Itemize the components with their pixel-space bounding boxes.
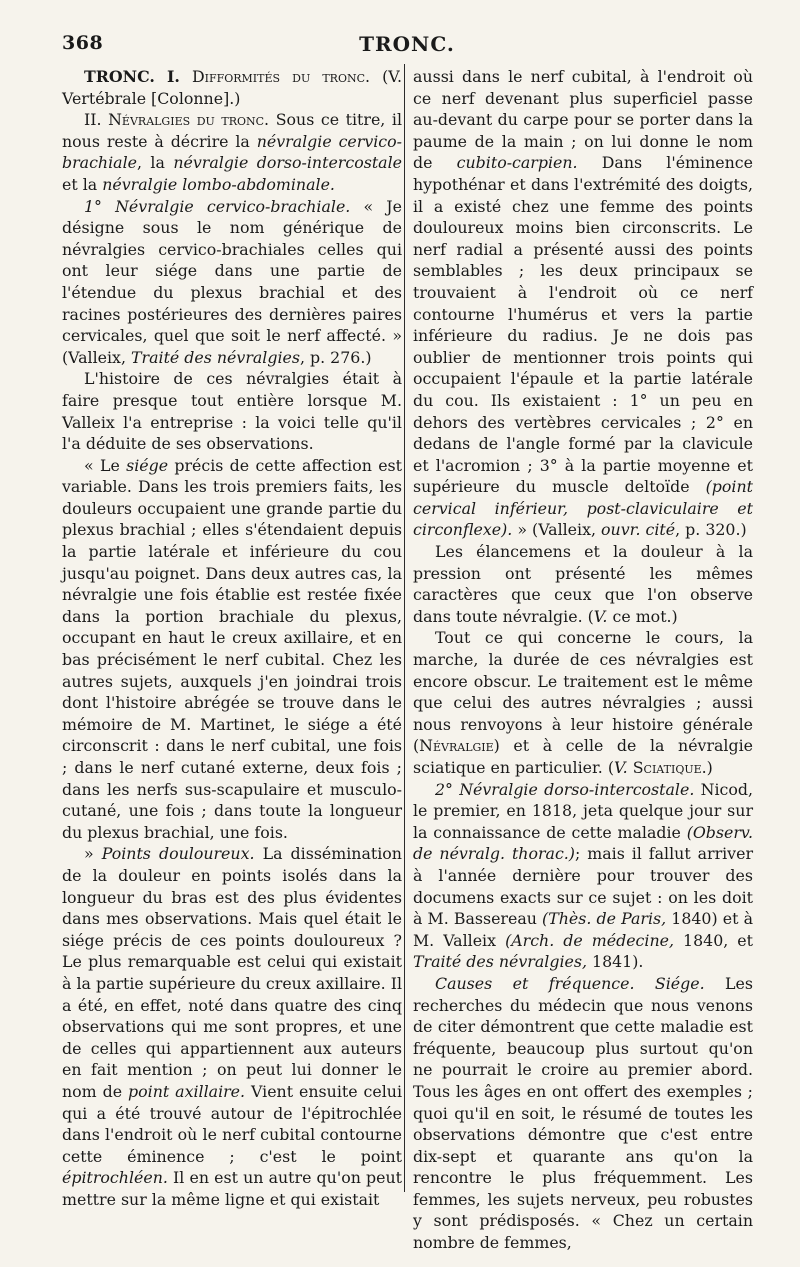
term: cubito-carpien. xyxy=(456,153,578,173)
cross-reference: V. xyxy=(614,758,628,777)
paragraph xyxy=(62,455,402,844)
page-number: 368 xyxy=(62,32,104,54)
text: 1840) et à M. Valleix xyxy=(413,909,753,950)
paragraph xyxy=(62,196,402,369)
citation-title: (Arch. de médecine, xyxy=(505,930,674,950)
section-number: II. xyxy=(84,110,102,130)
section-title: Difformités du tronc. xyxy=(191,67,371,86)
subheading: Causes et fréquence. Siége. xyxy=(435,973,705,993)
citation-title: ouvr. cité xyxy=(601,520,676,540)
text: « Le xyxy=(84,455,120,475)
term: (point cervical inférieur, post-claviculaire et circonflexe). xyxy=(413,477,753,540)
term: siége xyxy=(126,455,169,475)
text: ; mais il fallut arriver à l'année dernière pour trouver des documens exacts sur ce sujet : on les doit à M. Bassereau xyxy=(413,844,754,929)
text: précis de cette affection est variable. Dans les trois premiers faits, les douleurs occupaient une grande partie du plexus brachial ; elles s'étendaient depuis la partie latérale et inférieure du cou jusqu'au poignet. Dans deux autres cas, la névralgie une fois établie est restée fixée dans la portion brachiale du plexus, occupant en haut le creux axillaire, et en bas précisément le nerf cubital. Chez les autres sujets, auxquels j'en joindrai trois dont l'histoire abrégée se trouve dans le mémoire de M. Martinet, le siége a été circonscrit : dans le nerf cubital, une fois ; dans le nerf cutané externe, deux fois ; dans les nerfs sus-scapulaire et musculo-cutané, une fois ; dans toute la longueur du plexus brachial, une fois. xyxy=(62,455,402,842)
subheading: 2° Névralgie dorso-intercostale. xyxy=(435,779,695,799)
section-title: Névralgies du tronc. xyxy=(108,110,270,130)
text: 1841). xyxy=(592,952,644,972)
paragraph xyxy=(413,973,753,1254)
text: » (Valleix, xyxy=(517,520,597,540)
term: névralgie dorso-intercostale xyxy=(173,153,402,173)
cross-reference: (V. Vertébrale [Colonne].) xyxy=(62,67,402,108)
paragraph xyxy=(62,368,402,454)
column-divider xyxy=(404,64,405,1192)
running-title: TRONC. xyxy=(359,32,455,56)
citation-title: (Thès. de Paris, xyxy=(542,909,667,929)
text: Nicod, le premier, en 1818, jeta quelque jour sur la connaissance de cette maladie xyxy=(413,779,753,842)
text: ) xyxy=(706,758,713,777)
paragraph xyxy=(62,109,402,195)
text: Vient ensuite celui qui a été trouvé autour de l'épitrochlée dans l'endroit où le nerf cubital contourne cette éminence ; c'est le point xyxy=(62,1081,402,1166)
text: 1840, et xyxy=(683,930,753,950)
term: point axillaire. xyxy=(128,1081,246,1101)
paragraph xyxy=(413,779,753,973)
subheading: Points douloureux. xyxy=(101,844,255,864)
paragraph xyxy=(413,627,753,778)
text: Les recherches du médecin que nous venons de citer démontrent que cette maladie est fréquente, beaucoup plus surtout qu'on ne pourrait le croire au premier abord. Tous les âges en ont offert des exemples ; quoi qu'il en soit, le résumé de toutes les observations démontre que c'est entre dix-sept et quarante ans qu'on la rencontre le plus fréquemment. Les femmes, les sujets nerveux, peu robustes y sont prédisposés. « Chez un certain nombre de femmes, xyxy=(413,973,753,1253)
term: épitrochléen. xyxy=(62,1168,168,1188)
text: « Je désigne sous le nom générique de névralgies cervico-brachiales celles qui ont leur siége dans une partie de l'étendue du plexus brachial et des racines postérieures des dernières paires cervicales, quel que soit le nerf affecté. » (Valleix, xyxy=(62,196,402,367)
text: La dissémination de la douleur en points isolés dans la longueur du bras est des plus évidentes dans mes observations. Mais quel était le siége précis de ces points douloureux ? Le plus remarquable est celui qui existait à la partie supérieure du creux axillaire. Il a été, en effet, noté dans quatre des cinq observations qui me sont propres, et une de celles qui appartiennent aux auteurs en fait mention ; on peut lui donner le nom de xyxy=(62,844,402,1101)
entry-head: TRONC. xyxy=(84,67,155,86)
subheading: 1° Névralgie cervico-brachiale. xyxy=(84,196,351,216)
text: Il en est un autre qu'on peut mettre sur la même ligne et qui existait xyxy=(62,1168,402,1209)
paragraph xyxy=(413,66,753,541)
right-column xyxy=(413,66,753,1254)
text: ) et à celle de la névralgie sciatique en particulier. ( xyxy=(413,736,753,777)
citation-title: Traité des névralgies xyxy=(131,347,300,367)
paragraph xyxy=(413,541,753,627)
cross-reference: Névralgie xyxy=(419,736,494,756)
text: Tout ce qui concerne le cours, la marche, la durée de ces névralgies est encore obscur. Le traitement est le même que celui des autres névralgies ; aussi nous renvoyons à leur histoire générale ( xyxy=(413,628,753,756)
text: L'histoire de ces névralgies était à faire presque tout entière lorsque M. Valleix l'a entreprise : la voici telle qu'il l'a déduite de ses observations. xyxy=(62,369,402,454)
text: ce mot.) xyxy=(612,606,678,626)
text: Les élancemens et la douleur à la pression ont présenté les mêmes caractères que ceux que l'on observe dans toute névralgie. ( xyxy=(413,542,753,626)
citation-title: Traité des névralgies, xyxy=(413,952,587,972)
paragraph xyxy=(62,843,402,1210)
text: , p. 320.) xyxy=(675,520,747,540)
page-header xyxy=(62,32,752,62)
cross-reference: V. xyxy=(593,606,608,626)
cross-reference: Sciatique. xyxy=(632,758,707,777)
paragraph xyxy=(62,66,402,109)
text: Sous ce titre, il nous reste à décrire la xyxy=(62,110,403,151)
text: aussi dans le nerf cubital, à l'endroit où ce nerf devenant plus superficiel passe au-devant du carpe pour se porter dans la paume de la main ; on lui donne le nom de xyxy=(413,67,753,173)
section-number: I. xyxy=(166,67,180,86)
text: » xyxy=(84,844,94,864)
term: névralgie lombo-abdominale. xyxy=(102,174,335,194)
text: Dans l'éminence hypothénar et dans l'extrémité des doigts, il a existé chez une femme des points douloureux moins bien circonscrits. Le nerf radial a présenté aussi des points semblables ; les deux principaux se trouvaient à l'endroit où ce nerf contourne l'humérus et vers la partie inférieure du radius. Je ne dois pas oublier de mentionner trois points qui occupaient l'épaule et la partie latérale du cou. Ils existaient : 1° un peu en dehors des vertèbres cervicales ; 2° en dedans de l'angle formé par la clavicule et l'acromion ; 3° à la partie moyenne et supérieure du muscle deltoïde xyxy=(413,153,753,497)
text: , la xyxy=(136,153,165,173)
text: , p. 276.) xyxy=(299,347,372,367)
text: et la xyxy=(62,174,98,194)
term: névralgie cervico-brachiale xyxy=(62,131,402,173)
left-column xyxy=(62,66,402,1210)
citation-title: (Observ. de névralg. thorac.) xyxy=(413,822,753,864)
